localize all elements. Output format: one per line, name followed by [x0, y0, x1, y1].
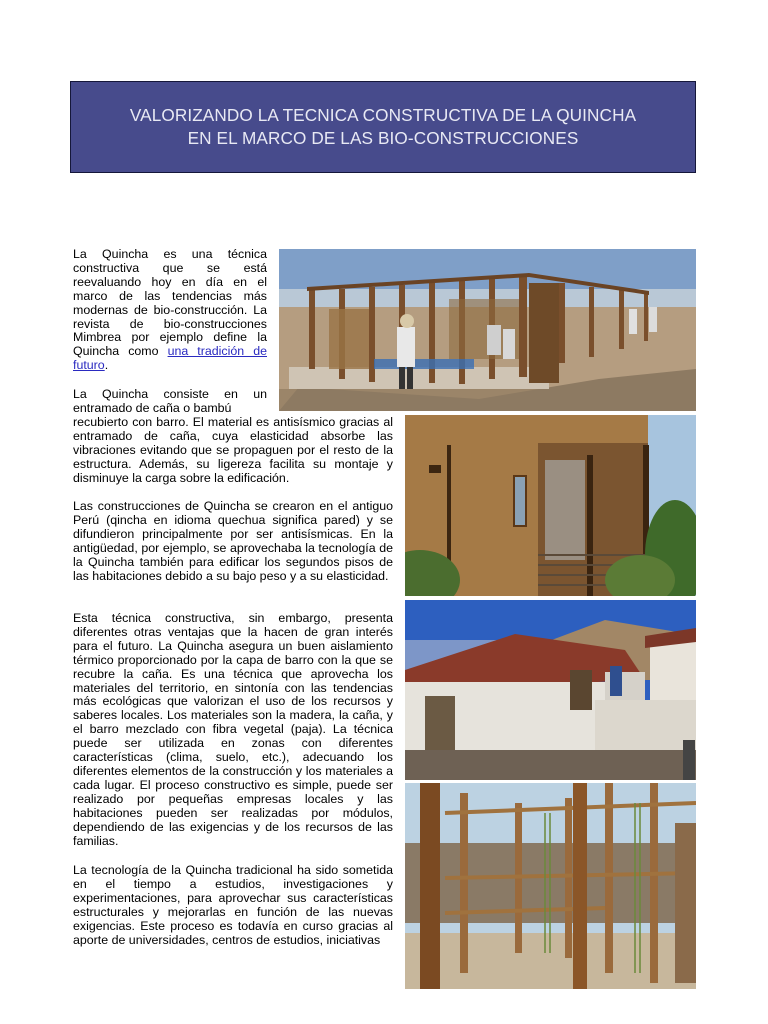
photo-white-house [405, 600, 696, 780]
paragraph-1-text: La Quincha es una técnica constructiva que se está reevaluando hoy en día en el marco de las tendencias más modernas de bio-construcción. La revista de bio-construcciones Mimbrea por ejemplo define la Quincha como [73, 247, 267, 359]
title-banner [70, 81, 696, 173]
paragraph-4: Esta técnica constructiva, sin embargo, presenta diferentes otras ventajas que la hacen de gran interés para el futuro. La Quincha asegura un buen aislamiento térmico proporcionado por la capa de barro con la que se recubre la caña. Es una técnica que aprovecha los materiales del territorio, en sintonía con las tendencias más ecológicas que valorizan el uso de los recursos y saberes locales. Los materiales son la madera, la caña, y el barro mezclado con fibra vegetal (paja). La técnica puede ser utilizada en zonas con diferentes características (clima, suelo, etc.), adecuando los diferentes elementos de la construcción y los materiales a cada lugar. El proceso constructivo es simple, puede ser realizado por pequeñas empresas locales y las habitaciones pueden ser realizadas por módulos, dependiendo de las exigencias y de los recursos de las familias. [73, 611, 393, 848]
paragraph-2: recubierto con barro. El material es antisísmico gracias al entramado de caña, cuya elasticidad absorbe las vibraciones evitando que se propaguen por el resto de la estructura. Además, su ligereza facilita su montaje y disminuye la carga sobre la edificación. [73, 415, 393, 485]
title-line-1: VALORIZANDO LA TECNICA CONSTRUCTIVA DE LA QUINCHA [129, 105, 637, 125]
paragraph-5: La tecnología de la Quincha tradicional ha sido sometida en el tiempo a estudios, investigaciones y experimentaciones, para aprovechar sus características estructurales y mejorarlas en función de las nuevas exigencias. Este proceso es todavía en curso gracias al aporte de universidades, centros de estudios, iniciativas [73, 863, 393, 947]
paragraph-1-end: . [104, 358, 109, 373]
photo-timber-frame [405, 783, 696, 989]
paragraph-1 [73, 248, 267, 373]
photo-construction-site [279, 249, 696, 411]
link-tradicion-de-futuro[interactable]: una tradición de futuro [73, 344, 267, 373]
photo-mud-house [405, 415, 696, 596]
paragraph-3: Las construcciones de Quincha se crearon en el antiguo Perú (qincha en idioma quechua significa pared) y se difundieron principalmente por ser antisísmicas. En la antigüedad, por ejemplo, se aprovechaba la tecnología de la Quincha también para edificar los segundos pisos de las habitaciones debido a su bajo peso y a su elasticidad. [73, 499, 393, 583]
title-line-2: EN EL MARCO DE LAS BIO-CONSTRUCCIONES [187, 128, 579, 148]
paragraph-2-intro: La Quincha consiste en un entramado de caña o bambú [73, 387, 267, 415]
